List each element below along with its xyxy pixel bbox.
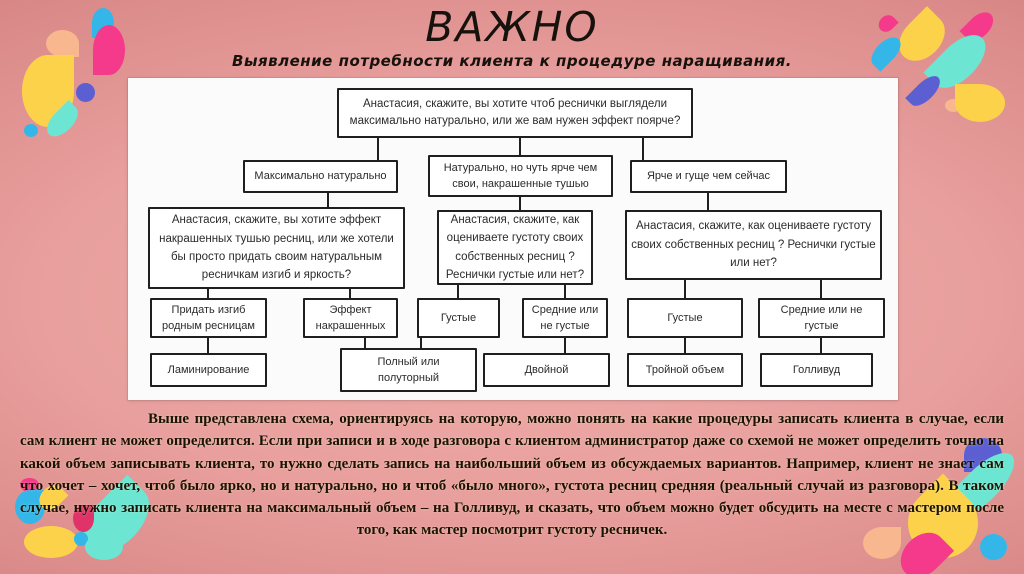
- flowchart-node-answer-5: Густые: [627, 298, 743, 338]
- flowchart-node-question-1: Анастасия, скажите, вы хотите эффект накрашенных тушью ресниц, или же хотели бы просто придать своим натуральным ресничкам изгиб и яркость?: [148, 207, 405, 289]
- flowchart-node-branch-1: Максимально натурально: [243, 160, 398, 193]
- page-title: ВАЖНО: [425, 3, 599, 51]
- flowchart-node-result-5: Голливуд: [760, 353, 873, 387]
- flowchart-node-question-2: Анастасия, скажите, как оцениваете густоту своих собственных ресниц ? Реснички густые или нет?: [437, 210, 593, 285]
- connector-line: [564, 338, 566, 353]
- splash-drop-icon: [955, 84, 1005, 122]
- connector-line: [364, 338, 366, 348]
- splash-drop-icon: [905, 71, 945, 111]
- connector-line: [820, 280, 822, 298]
- flowchart-node-root: Анастасия, скажите, вы хотите чтоб реснички выглядели максимально натурально, или же вам нужен эффект поярче?: [337, 88, 693, 138]
- flowchart-node-result-2: Полный или полуторный: [340, 348, 477, 392]
- connector-line: [642, 138, 644, 160]
- flowchart-node-result-1: Ламинирование: [150, 353, 267, 387]
- page-subtitle: Выявление потребности клиента к процедуре наращивания.: [232, 52, 792, 70]
- slide-header: [0, 4, 1024, 70]
- splash-dot-icon: [76, 83, 95, 102]
- connector-line: [820, 338, 822, 353]
- flowchart-node-question-3: Анастасия, скажите, как оцениваете густоту своих собственных ресниц ? Реснички густые или нет?: [625, 210, 882, 280]
- connector-line: [707, 193, 709, 210]
- flowchart-node-result-4: Тройной объем: [627, 353, 743, 387]
- connector-line: [684, 280, 686, 298]
- connector-line: [420, 338, 422, 348]
- connector-line: [564, 285, 566, 298]
- flowchart-node-answer-1: Придать изгиб родным ресницам: [150, 298, 267, 338]
- flowchart-node-answer-2: Эффект накрашенных: [303, 298, 398, 338]
- connector-line: [327, 193, 329, 207]
- connector-line: [457, 285, 459, 298]
- connector-line: [349, 289, 351, 298]
- flowchart-node-branch-3: Ярче и гуще чем сейчас: [630, 160, 787, 193]
- connector-line: [207, 338, 209, 353]
- flowchart-panel: [128, 78, 898, 400]
- connector-line: [377, 138, 379, 160]
- flowchart-node-answer-3: Густые: [417, 298, 500, 338]
- connector-line: [684, 338, 686, 353]
- flowchart-node-result-3: Двойной: [483, 353, 610, 387]
- flowchart-node-branch-2: Натурально, но чуть ярче чем свои, накрашенные тушью: [428, 155, 613, 197]
- body-paragraph: Выше представлена схема, ориентируясь на которую, можно понять на какие процедуры записать клиента в случае, если сам клиент не может определится. Если при записи и в ходе разговора с клиентом администратор даже со схемой не может определить точно на какой объем записывать клиента, то нужно сделать запись на наибольший объем из обсуждаемых вариантов. Например, клиент не знает сам что хочет – хочет, чтоб было ярко, но и натурально, но и чтоб «было много», густота ресниц средняя (реальный случай из разговора). В таком случае, нужно записать клиента на максимальный объем – на Голливуд, и сказать, что объем можно будет обсудить на месте с мастером после того, как мастер посмотрит густоту ресничек.: [20, 411, 1004, 539]
- flowchart-node-answer-6: Средние или не густые: [758, 298, 885, 338]
- connector-line: [207, 289, 209, 298]
- connector-line: [519, 138, 521, 155]
- flowchart-node-answer-4: Средние или не густые: [522, 298, 608, 338]
- connector-line: [519, 197, 521, 210]
- splash-dot-icon: [24, 124, 38, 137]
